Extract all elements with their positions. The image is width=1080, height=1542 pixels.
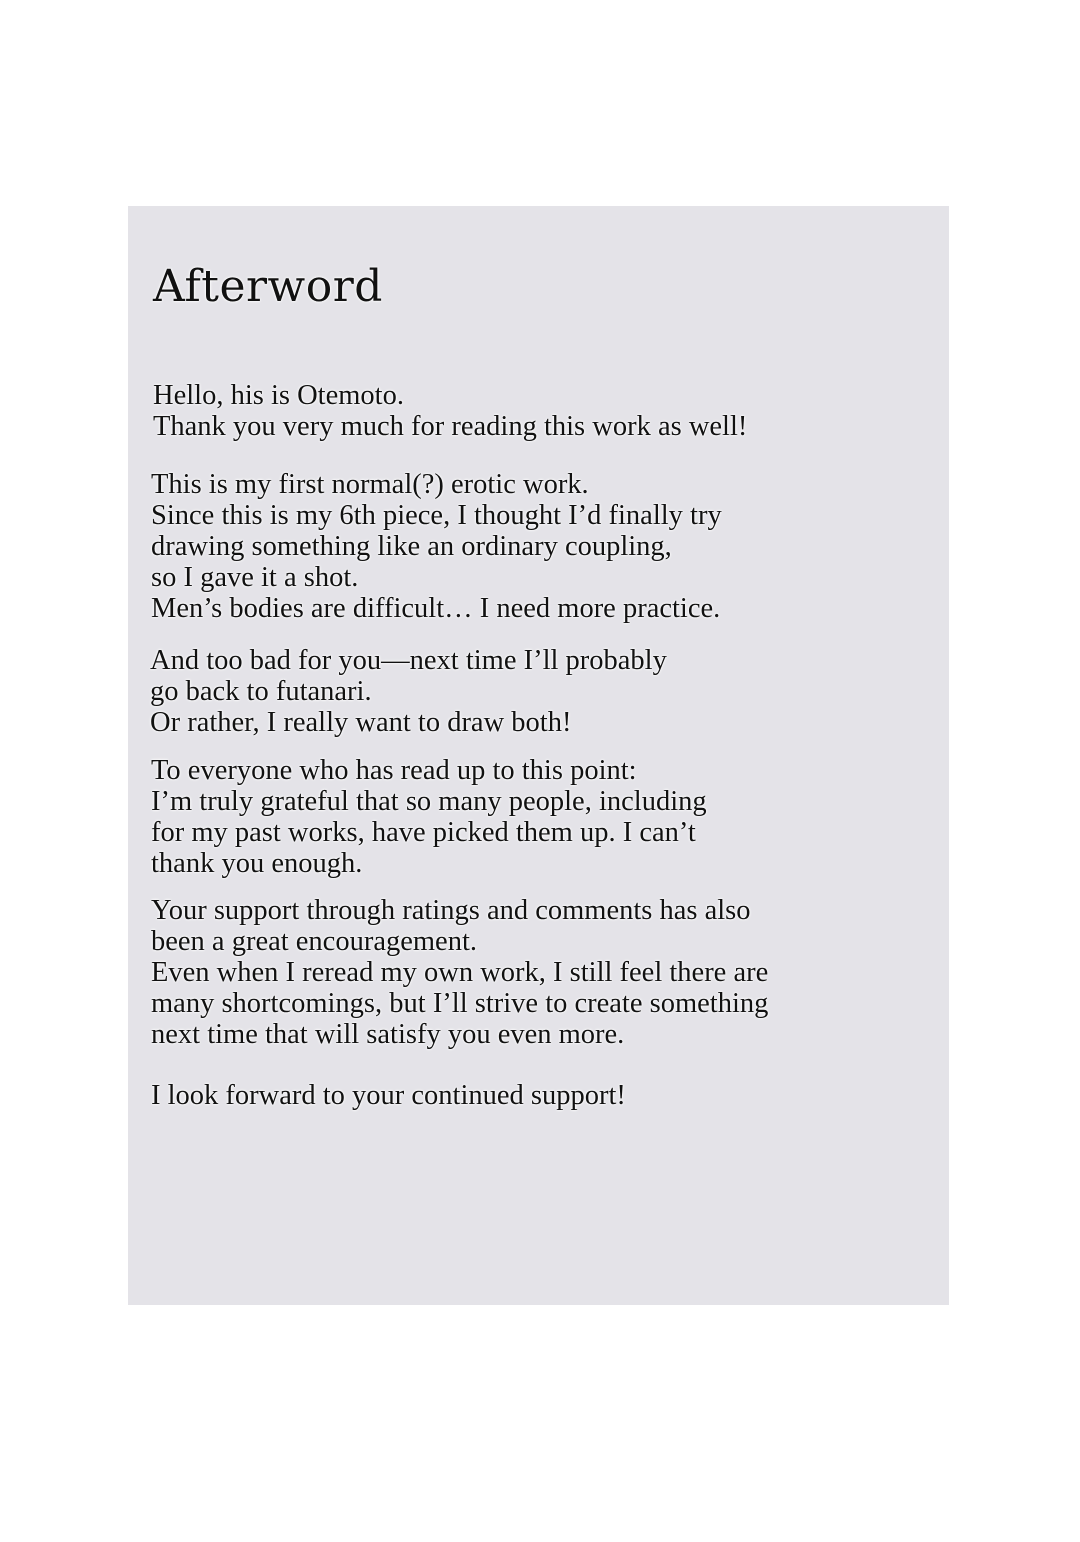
text-line: for my past works, have picked them up. I can’t	[151, 817, 696, 848]
text-line: next time that will satisfy you even more.	[151, 1019, 625, 1050]
paragraph-greeting	[153, 380, 747, 442]
paragraph-closing	[151, 1080, 626, 1111]
text-line: To everyone who has read up to this point:	[151, 755, 637, 786]
page-title: Afterword	[153, 261, 383, 312]
text-line: Even when I reread my own work, I still feel there are	[151, 957, 769, 988]
text-line: go back to futanari.	[150, 676, 372, 707]
paragraph-gratitude	[151, 755, 707, 879]
text-line: Men’s bodies are difficult… I need more practice.	[151, 593, 721, 624]
text-line: Your support through ratings and comments has also	[151, 895, 751, 926]
text-line: so I gave it a shot.	[151, 562, 359, 593]
text-line: Hello, his is Otemoto.	[153, 380, 404, 411]
text-line: I’m truly grateful that so many people, including	[151, 786, 707, 817]
text-line: I look forward to your continued support!	[151, 1080, 626, 1111]
text-line: Or rather, I really want to draw both!	[150, 707, 572, 738]
text-line: drawing something like an ordinary coupling,	[151, 531, 672, 562]
text-line: This is my first normal(?) erotic work.	[151, 469, 589, 500]
text-line: many shortcomings, but I’ll strive to create something	[151, 988, 769, 1019]
text-line: thank you enough.	[151, 848, 363, 879]
text-line: And too bad for you—next time I’ll probably	[150, 645, 667, 676]
paragraph-next-time	[150, 645, 667, 738]
paragraph-support	[151, 895, 768, 1050]
paragraph-first-work	[151, 469, 722, 624]
text-line: been a great encouragement.	[151, 926, 477, 957]
text-line: Thank you very much for reading this work as well!	[153, 411, 748, 442]
text-line: Since this is my 6th piece, I thought I’d finally try	[151, 500, 722, 531]
